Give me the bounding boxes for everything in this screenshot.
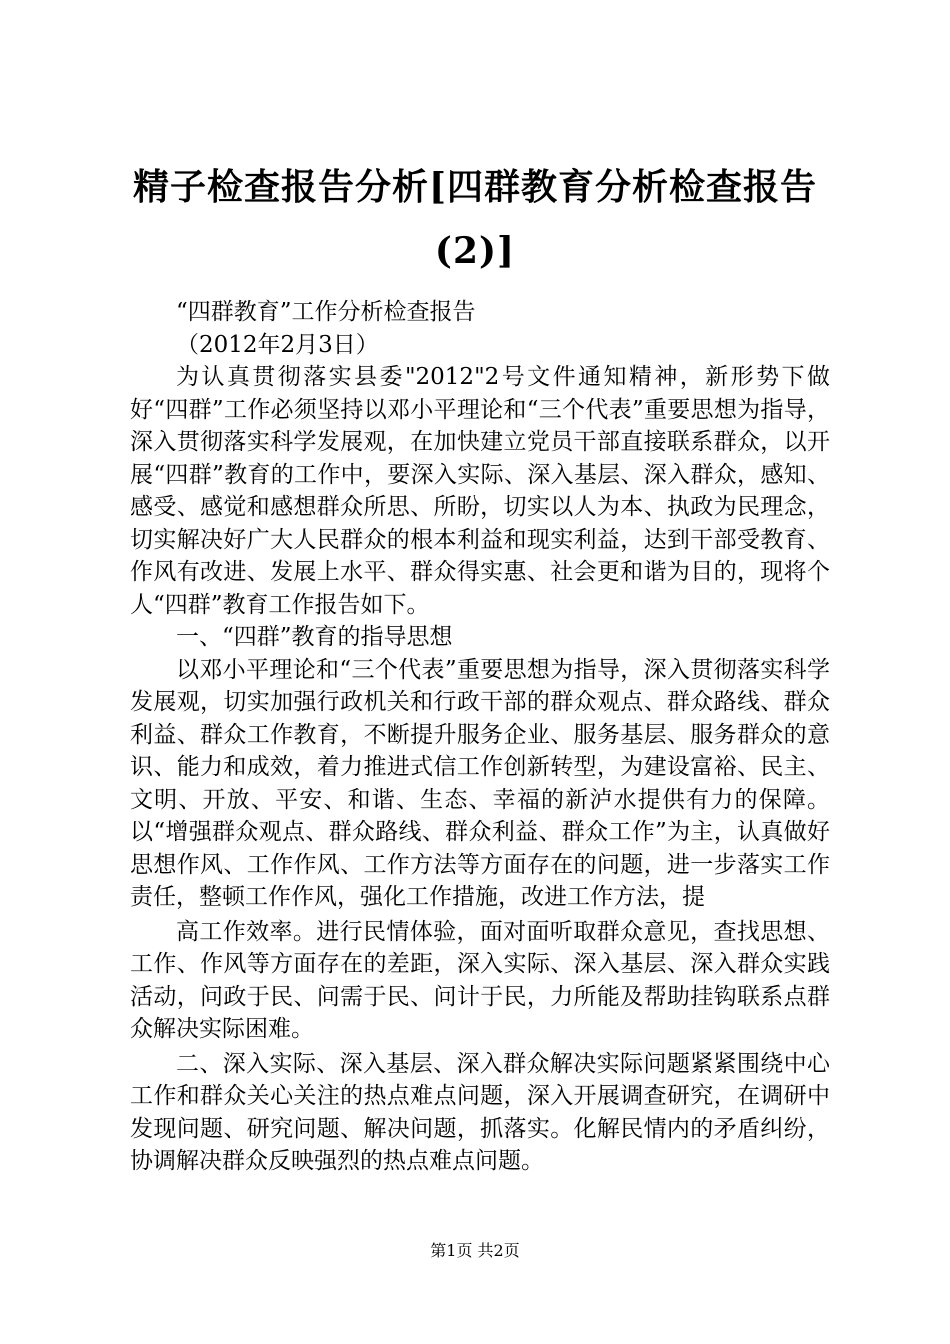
paragraph-efficiency: 高工作效率。进行民情体验，面对面听取群众意见，查找思想、工作、作风等方面存在的差距，深入实际、深入基层、深入群众实践活动，问政于民、问需于民、问计于民，力所能及帮助挂钩联系点群众解决实际困难。 xyxy=(130,918,830,1042)
document-body xyxy=(130,296,830,1178)
paragraph-guiding-thought: 以邓小平理论和“三个代表”重要思想为指导，深入贯彻落实科学发展观，切实加强行政机关和行政干部的群众观点、群众路线、群众利益、群众工作教育，不断提升服务企业、服务基层、服务群众的意识、能力和成效，着力推进式信工作创新转型，为建设富裕、民主、文明、开放、平安、和谐、生态、幸福的新泸水提供有力的保障。以“增强群众观点、群众路线、群众利益、群众工作”为主，认真做好思想作风、工作作风、工作方法等方面存在的问题，进一步落实工作责任，整顿工作作风，强化工作措施，改进工作方法，提 xyxy=(130,656,830,910)
paragraph-section-2: 二、深入实际、深入基层、深入群众解决实际问题紧紧围绕中心工作和群众关心关注的热点难点问题，深入开展调查研究，在调研中发现问题、研究问题、解决问题，抓落实。化解民情内的矛盾纠纷，协调解决群众反映强烈的热点难点问题。 xyxy=(130,1050,830,1174)
section-heading-1: 一、“四群”教育的指导思想 xyxy=(176,624,453,650)
paragraph-intro: 为认真贯彻落实县委"2012"2号文件通知精神，新形势下做好“四群”工作必须坚持以邓小平理论和“三个代表”重要思想为指导，深入贯彻落实科学发展观，在加快建立党员干部直接联系群众，以开展“四群”教育的工作中，要深入实际、深入基层、深入群众，感知、感受、感觉和感想群众所思、所盼，切实以人为本、执政为民理念，切实解决好广大人民群众的根本利益和现实利益，达到干部受教育、作风有改进、发展上水平、群众得实惠、社会更和谐为目的，现将个人“四群”教育工作报告如下。 xyxy=(130,364,830,618)
document-title: 精子检查报告分析[四群教育分析检查报告(2)] xyxy=(132,166,818,272)
page-number-footer: 第1页 共2页 xyxy=(430,1241,520,1260)
report-subtitle: “四群教育”工作分析检查报告 xyxy=(176,299,476,325)
report-date: （2012年2月3日） xyxy=(176,331,379,358)
